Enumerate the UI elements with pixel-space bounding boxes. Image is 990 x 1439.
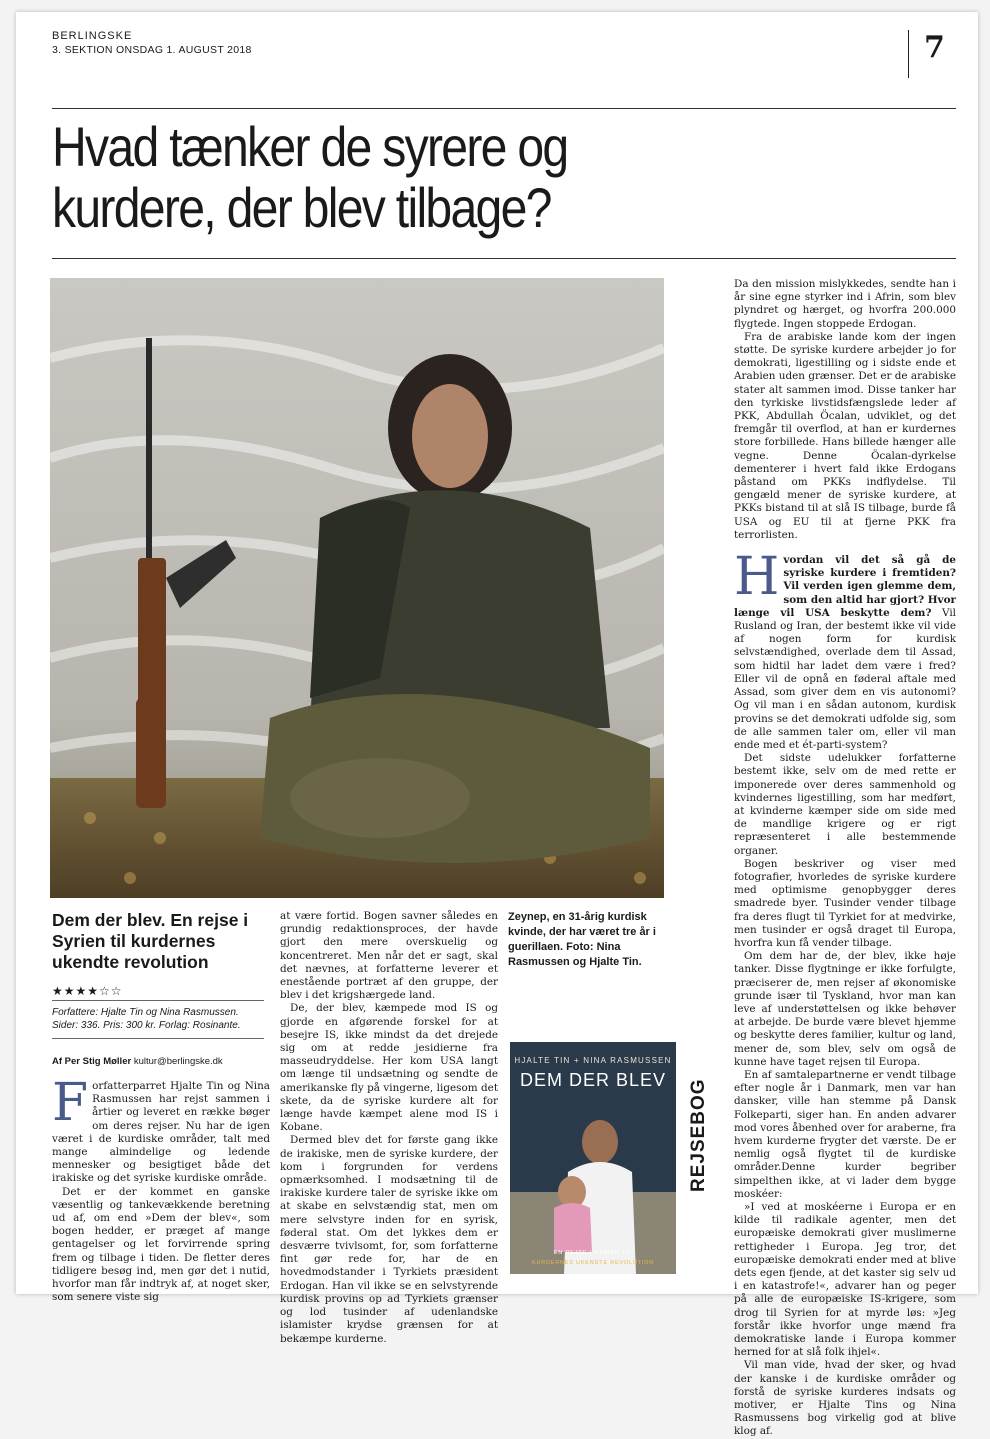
paragraph: Det sidste udelukker forfatterne bestemt ikke, selv om de med rette er imponerede over deres sammenhold og kvindernes ligestilling, som har medført, at kvinderne kæmper side om side med de mandlige krigere og er rigt repræsenteret i alle bestemmende organer. bbox=[734, 752, 956, 857]
photo-caption: Zeynep, en 31-årig kurdisk kvinde, der har været tre år i guerillaen. Foto: Nina Rasmussen og Hjalte Tin. bbox=[508, 911, 656, 968]
meta-rule-top bbox=[52, 1000, 264, 1001]
paragraph: Fra de arabiske lande kom der ingen støtte. De syriske kurdere arbejder jo for demokrati, ligestilling og i sidste ende et Arabien uden grænser. Det er de arabiske stater alt sammen imod. Disse tanker har den tyrkiske livstidsfængslede leder af PKK, Abdullah Öcalan, udviklet, og det fremgår til overflod, at han er kurdernes store forbillede. Hans billede hænger alle vegne. Denne Öcalan-dyrkelse dementerer i hvert fald ikke Erdogans påstand om PKKs indflydelse. Til gengæld mener de syriske kurdere, at PKKs bistand til at slå IS tilbage, burde få USA og EU til at fjerne PKK fra terrorlisten. bbox=[734, 330, 956, 541]
headline-rule bbox=[52, 258, 956, 259]
book-cover-subtitle-2: KURDERNES UKENDTE REVOLUTION bbox=[531, 1260, 655, 1266]
lead-question: vordan vil det så gå de syriske kurdere i fremtiden? Vil verden igen glemme dem, som den altid har gjort? Hvor længe vil USA beskytte dem? bbox=[734, 554, 956, 619]
book-authors-line: Forfattere: Hjalte Tin og Nina Rasmussen. bbox=[52, 1007, 239, 1018]
meta-rule-bottom bbox=[52, 1038, 264, 1039]
page-number-divider bbox=[908, 30, 909, 78]
book-cover bbox=[510, 1042, 676, 1274]
section-tag: REJSEBOG bbox=[688, 1078, 709, 1192]
byline-email[interactable]: kultur@berlingske.dk bbox=[133, 1056, 223, 1067]
star-rating: ★★★★☆☆ bbox=[52, 984, 123, 998]
page-number: 7 bbox=[924, 30, 945, 65]
top-rule bbox=[52, 108, 956, 109]
byline bbox=[52, 1056, 266, 1067]
paragraph: at være fortid. Bogen savner således en grundig redaktionsproces, der havde gjort den mere overskuelig og koncentreret. Men når det er sagt, skal det nævnes, at forfatterne leverer et enestående portræt af den gruppe, der blev i det krigshærgede land. bbox=[280, 910, 498, 1002]
article-column-2 bbox=[280, 910, 498, 1346]
byline-author: Af Per Stig Møller bbox=[52, 1056, 132, 1067]
paragraph: orfatterparret Hjalte Tin og Nina Rasmussen har rejst sammen i årtier og leveret en række bøger om deres rejser. Nu har de igen været i de kurdiske områder, talt med mange almindelige og ledende mennesker og besigtiget både det irakiske og det syriske kurdiske område. bbox=[52, 1080, 270, 1185]
paragraph: De, der blev, kæmpede mod IS og gjorde en afgørende forskel for at besejre IS, ikke mindst da det drejede sig om at redde jesidierne fra masseudryddelse. Her kom USA langt om længe til undsætning og sendte de amerikanske fly på vingerne, ligesom det skete, da de syriske kurdere alt for længe havde kæmpet alene mod IS i Kobane. bbox=[280, 1002, 498, 1134]
article-column-3 bbox=[734, 278, 956, 1439]
book-cover-authors: HJALTE TIN + NINA RASMUSSEN bbox=[514, 1056, 672, 1065]
masthead bbox=[52, 30, 252, 56]
paragraph: Det er der kommet en ganske væsentlig og tankevækkende beretning ud af, om end »Dem der blev«, som bogen hedder, er præget af mange gentagelser og let forvirrende spring frem og tilbage i tiden. De fletter deres tidligere besøg ind, men gør det i nutid, hvorfor man får indtryk af, at noget sker, som senere viste sig bbox=[52, 1185, 270, 1304]
article-column-1 bbox=[52, 1073, 270, 1304]
lead-continuation: Vil Rusland og Iran, der bestemt ikke vil vide af nogen form for kurdisk selvstændighed, overlade dem til Assad, som hidtil har ladet dem være i fred? Eller vil de opnå en føderal aftale med Assad, som giver dem en vis autonomi? Og vil man i en sådan autonom, kurdisk provins se det demokrati udfolde sig, som de alle sammen taler om, eller vil man ende med et ét-parti-system? bbox=[734, 606, 956, 751]
paragraph: Dermed blev det for første gang ikke de irakiske, men de syriske kurdere, der kom i forgrunden for verdens opmærksomhed. I modsætning til de irakiske kurdere taler de syriske ikke om at skabe en selvstændig stat, men om mere selvstyre inden for en syrisk, føderal stat. Om det lykkes dem er desværre tvivlsomt, for, som forfatterne fint gør rede for, har de en hovedmodstander i Tyrkiets præsident Erdogan. Han vil ikke se en selvstyrende kurdisk provins op ad Tyrkiets grænser og lod tusinder af udenlandske islamister krydse grænsen for at bekæmpe kurderne. bbox=[280, 1134, 498, 1345]
section-date: 3. SEKTION ONSDAG 1. AUGUST 2018 bbox=[52, 44, 252, 56]
paragraph: Da den mission mislykkedes, sendte han i år sine egne styrker ind i Afrin, som blev plyndret og hærget, og hvorfra 200.000 flygtede. Ingen stoppede Erdogan. bbox=[734, 278, 956, 330]
paragraph: Bogen beskriver og viser med fotografier, hvorledes de syriske kurdere med optimisme genopbygger deres smadrede byer. Tusinder vender tilbage fra deres flugt til Tyrkiet for at medvirke, men tusinder er også draget til Europa, hvorfra kun få vender tilbage. bbox=[734, 857, 956, 949]
drop-cap: H bbox=[734, 547, 780, 608]
photo-illustration bbox=[50, 278, 664, 898]
paragraph: Vil man vide, hvad der sker, og hvad der kanske i de kurdiske områder og forstå de syriske kurderes indsats og motiver, er Hjalte Tins og Nina Rasmussens bog virkelig god at blive klog af. bbox=[734, 1359, 956, 1438]
publication-name: BERLINGSKE bbox=[52, 30, 133, 42]
paragraph: En af samtalepartnerne er vendt tilbage efter nogle år i Danmark, men var han dansker, ville han stemme på Dansk Folkeparti, siger han. En anden advarer mod vores åbenhed over for araberne, fra hvem kurderne frygter det værste. De er nemlig også flygtet til de kurdiske områder.Denne kurder begriber simpelthen ikke, at vi lader dem bygge moskéer: bbox=[734, 1068, 956, 1200]
paragraph: »I ved at moskéerne i Europa er en kilde til radikale agenter, men det europæiske demokrati giver muslimerne rettigheder i Europa. Jeg tror, det europæiske demokrati ender med at blive dets egen fjende, at det kaster sig selv ud i en katastrofe!«, advarer han og peger på alle de europæiske IS-krigere, som drog til Syrien for at myrde løs: »Jeg forstår ikke hvorfor unge mænd fra demokratiske lande i Europa kommer herned for at slå folk ihjel«. bbox=[734, 1201, 956, 1359]
drop-cap: F bbox=[52, 1073, 89, 1133]
paragraph: Om dem har de, der blev, ikke høje tanker. Disse flygtninge er ikke forfulgte, præciserer de, men rejser af økonomiske grunde især til Tyskland, hvor man kan leve af understøttelsen og ikke behøver at arbejde. De burde være blevet hjemme og beskytte deres familier, kultur og land, mener de, som blev, selv om også de kunne have taget rejsen til Europa. bbox=[734, 950, 956, 1068]
book-details-line: Sider: 336. Pris: 300 kr. Forlag: Rosinante. bbox=[52, 1020, 241, 1031]
newspaper-page bbox=[16, 12, 978, 1438]
book-cover-title: DEM DER BLEV bbox=[519, 1070, 667, 1090]
headline: Hvad tænker de syrere og kurdere, der blev tilbage? bbox=[52, 115, 568, 239]
book-cover-subtitle: EN REJSE I SYRIEN TIL bbox=[553, 1250, 633, 1256]
article-photo bbox=[50, 278, 664, 898]
review-title: Dem der blev. En rejse i Syrien til kurdernes ukendte revolution bbox=[52, 910, 249, 972]
book-meta bbox=[52, 1006, 266, 1032]
